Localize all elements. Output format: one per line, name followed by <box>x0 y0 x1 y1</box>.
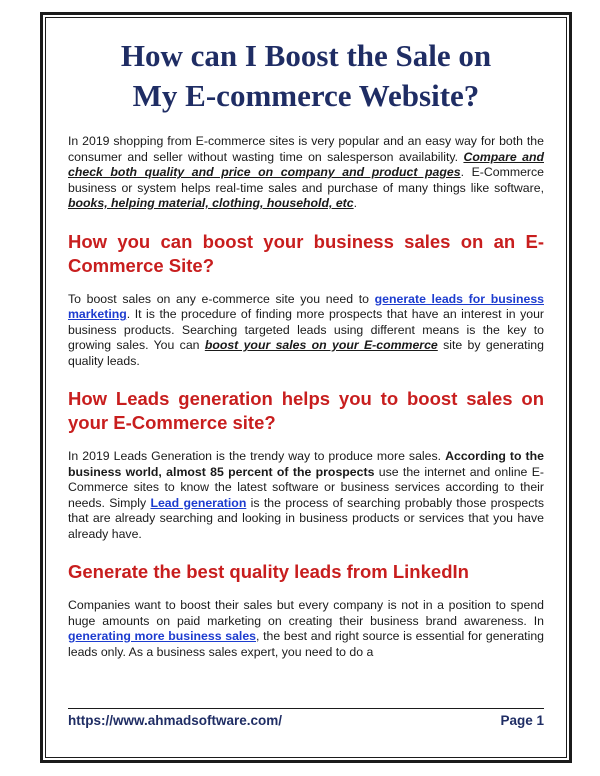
section-heading-boost-sales: How you can boost your business sales on an E-Commerce Site? <box>68 230 544 276</box>
intro-text-1: In 2019 shopping from E-commerce sites is very popular and an easy way for both the consumer and seller without wasting time on salesperson availability. <box>68 134 544 164</box>
boost-text-2: . It is the procedure of finding more prospects that have an interest in your business products. Searching targeted leads using different means is the key to growing sales. You can <box>68 307 544 352</box>
boost-text-1: To boost sales on any e-commerce site you need to <box>68 291 375 306</box>
intro-text-3: . <box>353 196 358 210</box>
boost-text-3: site by generating quality leads. <box>68 338 544 368</box>
page-footer <box>68 708 544 728</box>
footer-page-number: Page 1 <box>500 713 544 728</box>
section-heading-leads-generation: How Leads generation helps you to boost sales on your E-Commerce site? <box>68 388 544 433</box>
intro-emphasis-2: books, helping material, clothing, household, etc <box>68 196 354 210</box>
document-body <box>68 26 544 678</box>
linkedin-text-1: Companies want to boost their sales but every company is not in a position to spend huge amounts on paid marketing on creating their business brand awareness. In <box>68 598 544 628</box>
section-heading-linkedin: Generate the best quality leads from LinkedIn <box>68 561 469 582</box>
leads-bold: According to the business world, almost 85 percent of the prospects <box>68 449 544 479</box>
intro-paragraph <box>68 134 544 212</box>
title-line-1: How can I Boost the Sale on <box>120 38 492 73</box>
boost-sales-paragraph <box>68 292 544 370</box>
leads-text-3: is the process of searching probably those prospects that are already searching and looking in business products or services that you have already have. <box>68 495 544 541</box>
footer-website-link[interactable]: https://www.ahmadsoftware.com/ <box>68 713 283 728</box>
lead-generation-link[interactable]: Lead generation <box>150 495 247 510</box>
linkedin-paragraph <box>68 598 544 660</box>
leads-text-2: use the internet and online E-Commerce sites to know the latest software or business services according to their needs. Simply <box>68 464 545 510</box>
linkedin-text-2: , the best and right source is essential for generating leads only. As a business sales expert, you need to do a <box>68 629 544 659</box>
generating-sales-link[interactable]: generating more business sales <box>68 629 257 643</box>
intro-text-2: . E-Commerce business or system helps real-time sales and purchase of many things like software, <box>68 165 544 195</box>
generate-leads-link[interactable]: generate leads for business marketing <box>68 291 544 321</box>
title-line-2: My E-commerce Website? <box>132 78 480 113</box>
boost-emphasis: boost your sales on your E-commerce <box>204 338 438 352</box>
page-title <box>68 36 544 116</box>
intro-emphasis-1: Compare and check both quality and price on company and product pages <box>68 149 544 179</box>
leads-text-1: In 2019 Leads Generation is the trendy way to produce more sales. <box>68 449 446 463</box>
leads-generation-paragraph <box>68 449 544 542</box>
